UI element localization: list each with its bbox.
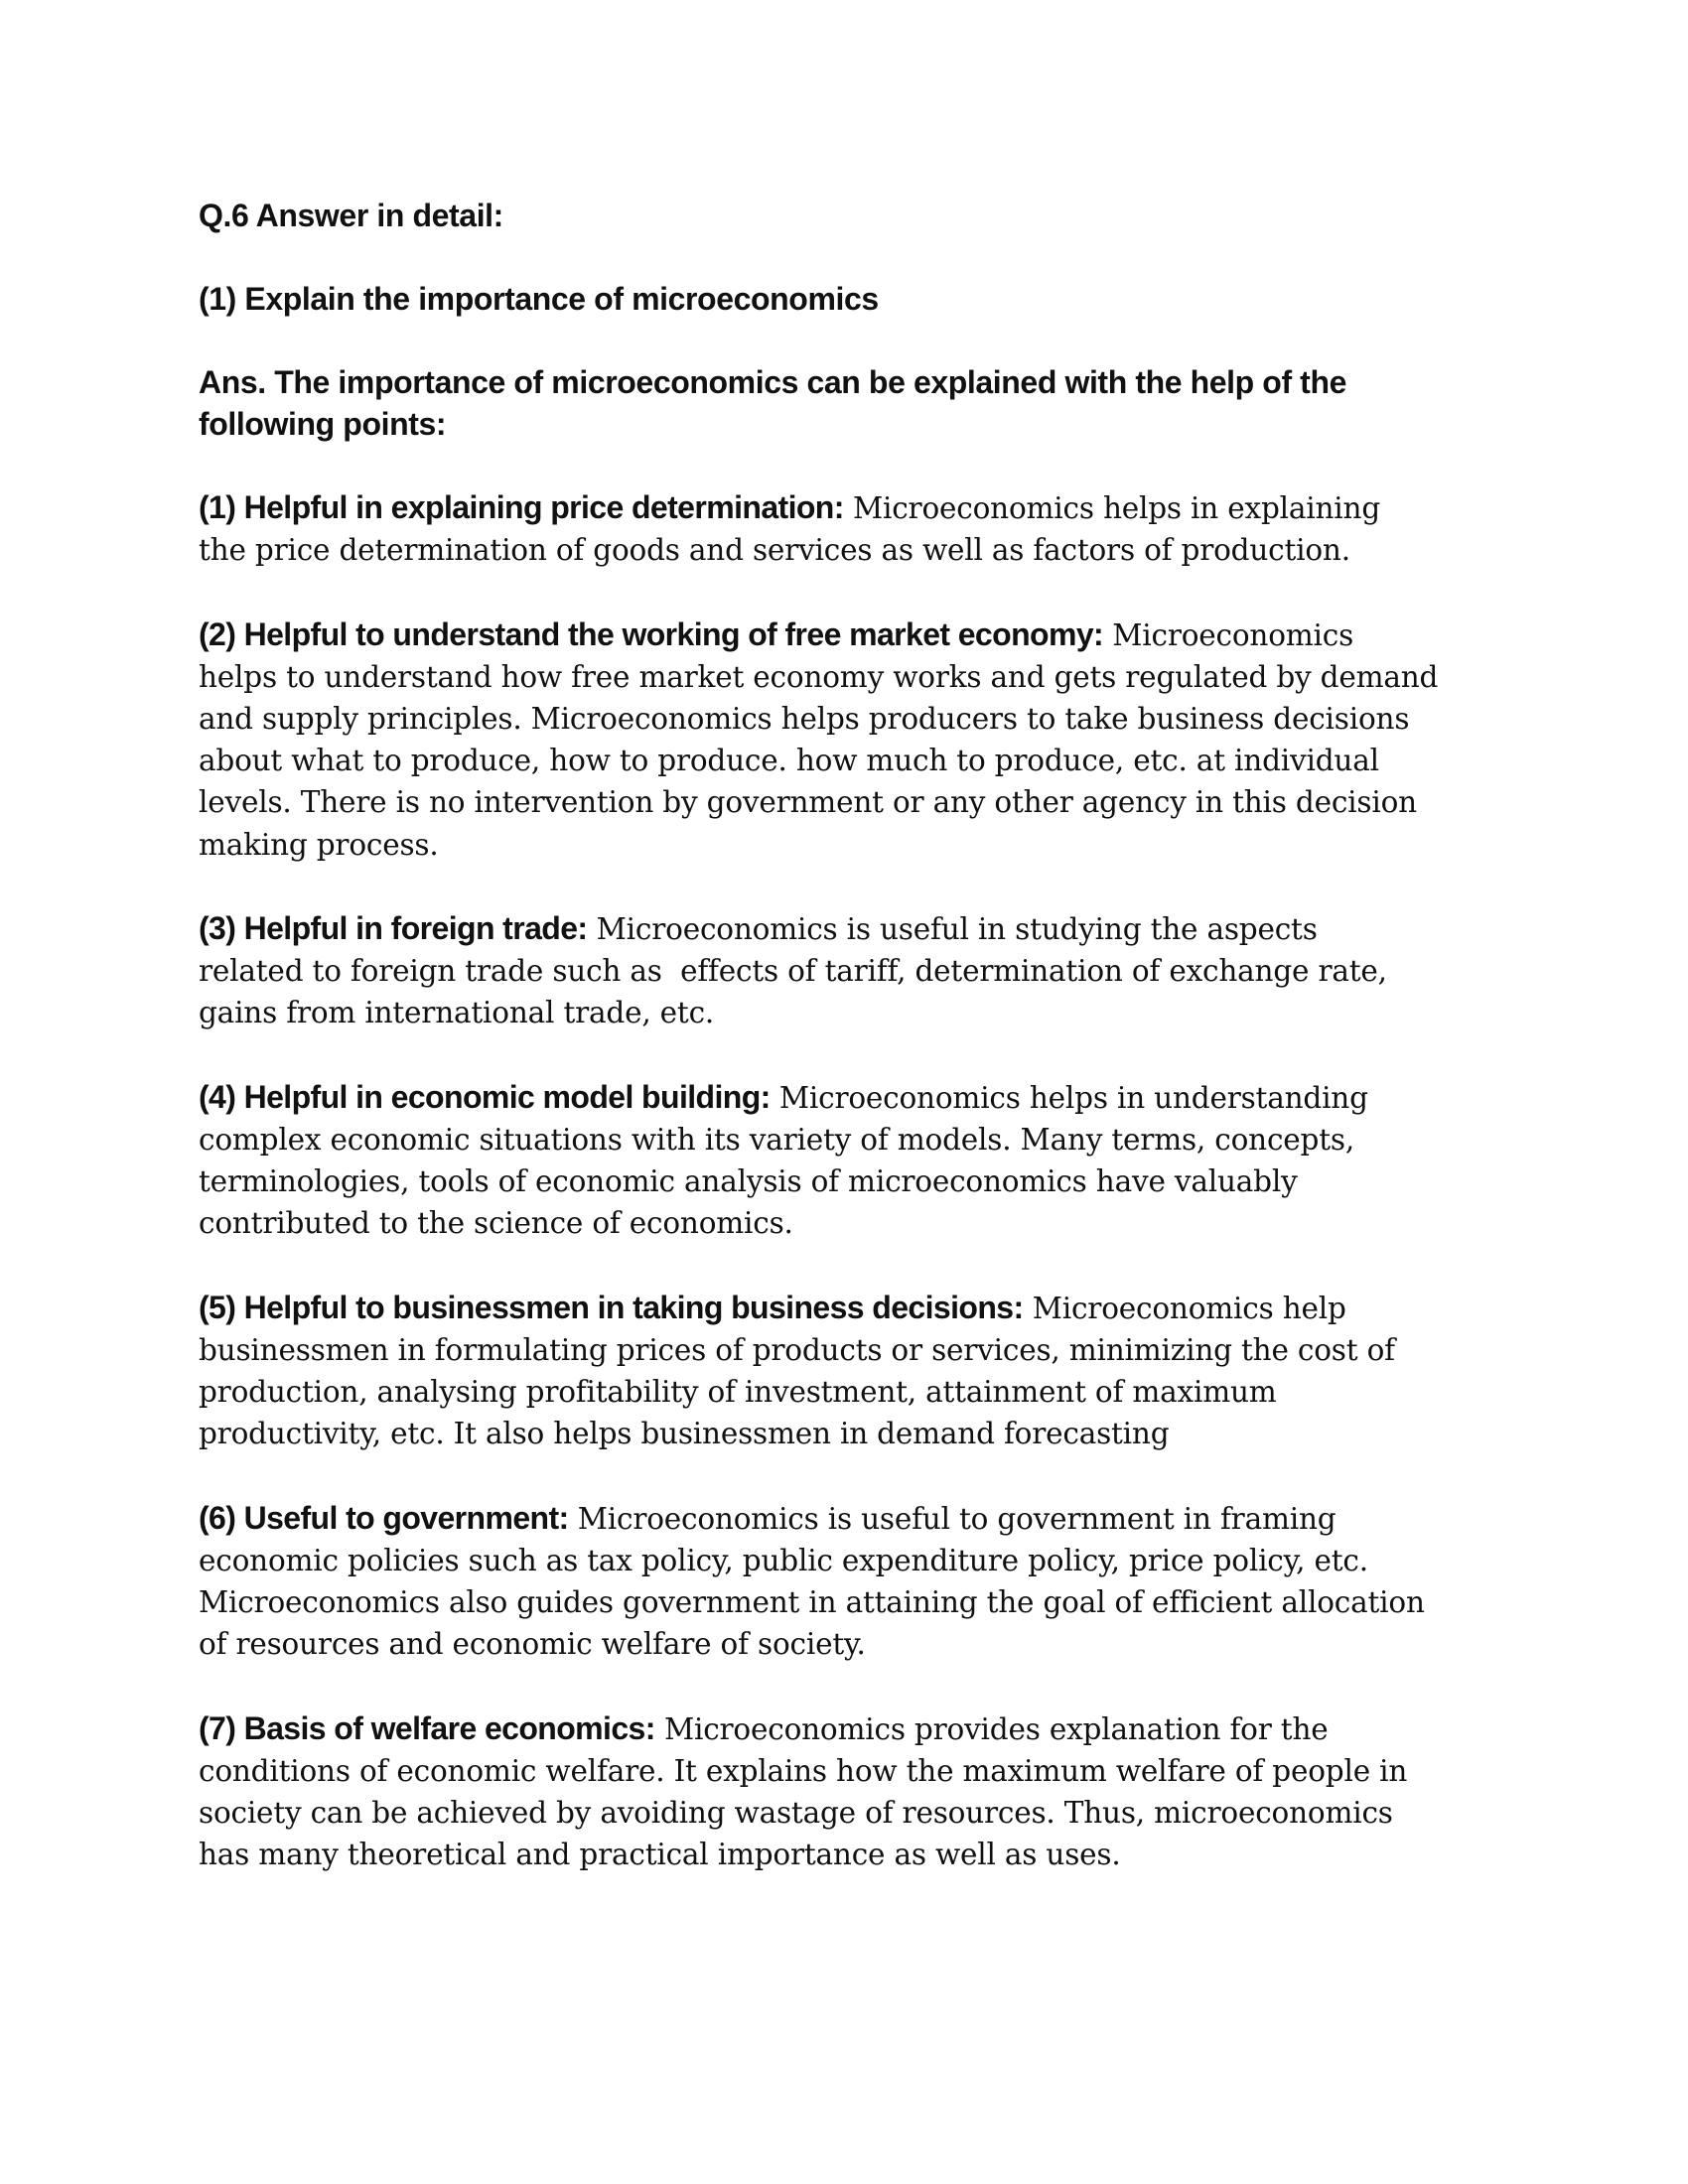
point-1 [199,486,1499,571]
point-line [199,781,1499,823]
point-line [199,1497,1499,1540]
point-text: Microeconomics [1103,617,1354,652]
point-line [199,992,1499,1033]
point-7 [199,1707,1499,1876]
answer-intro-line-1: Ans. The importance of microeconomics can be explained with the help of the [199,364,1346,400]
point-label: (6) Useful to government: [199,1499,569,1536]
point-text: complex economic situations with its variety of models. Many terms, concepts, [199,1123,1354,1157]
point-line [199,1287,1499,1329]
point-2 [199,614,1499,866]
point-label: (1) Helpful in explaining price determination: [199,489,844,525]
point-text: Microeconomics is useful in studying the aspects [587,912,1318,946]
point-label: (5) Helpful to businessmen in taking business decisions: [199,1289,1024,1325]
point-line [199,1202,1499,1244]
point-line [199,1540,1499,1581]
point-line [199,1119,1499,1160]
point-text: about what to produce, how to produce. how much to produce, etc. at individual [199,744,1379,778]
point-3 [199,907,1499,1034]
point-line [199,698,1499,740]
point-text: making process. [199,827,439,862]
document-page [199,195,1499,1918]
points-list [199,486,1499,1876]
answer-intro [199,361,1499,445]
point-line [199,1076,1499,1119]
point-text: Microeconomics provides explanation for the [654,1711,1329,1746]
point-text: society can be achieved by avoiding wastage of resources. Thus, microeconomics [199,1796,1393,1831]
point-4 [199,1076,1499,1245]
point-text: of resources and economic welfare of society. [199,1627,866,1662]
point-text: related to foreign trade such as effects of tariff, determination of exchange rate, [199,954,1387,989]
point-text: businessmen in formulating prices of products or services, minimizing the cost of [199,1333,1395,1367]
point-text: and supply principles. Microeconomics helps producers to take business decisions [199,702,1410,736]
point-text: Microeconomics helps in understanding [770,1080,1368,1115]
point-label: (4) Helpful in economic model building: [199,1078,771,1115]
point-line [199,907,1499,950]
point-line [199,950,1499,992]
point-line [199,1623,1499,1665]
point-line [199,824,1499,866]
point-text: Microeconomics is useful to government in framing [568,1501,1336,1536]
point-line [199,1750,1499,1792]
point-text: gains from international trade, etc. [199,996,715,1030]
point-text: Microeconomics also guides government in attaining the goal of efficient allocation [199,1585,1425,1620]
point-line [199,1792,1499,1834]
sub-question-title: (1) Explain the importance of microeconomics [199,281,879,317]
point-text: Microeconomics helps in explaining [843,491,1381,525]
point-5 [199,1287,1499,1455]
answer-intro-line-2: following points: [199,406,447,442]
point-line [199,1160,1499,1202]
point-line [199,656,1499,698]
point-text: the price determination of goods and services as well as factors of production. [199,533,1350,568]
point-line [199,1371,1499,1413]
point-line [199,1707,1499,1750]
point-text: productivity, etc. It also helps businessmen in demand forecasting [199,1417,1170,1451]
point-text: economic policies such as tax policy, public expenditure policy, price policy, etc. [199,1544,1368,1577]
point-text: levels. There is no intervention by government or any other agency in this decision [199,785,1417,820]
point-6 [199,1497,1499,1666]
point-label: (2) Helpful to understand the working of free market economy: [199,615,1104,652]
point-line [199,529,1499,571]
point-text: contributed to the science of economics. [199,1206,793,1241]
point-line [199,1329,1499,1371]
point-line [199,740,1499,781]
point-line [199,1413,1499,1454]
point-text: Microeconomics help [1023,1291,1346,1325]
point-text: terminologies, tools of economic analysis of microeconomics have valuably [199,1164,1298,1199]
point-line [199,1581,1499,1623]
point-text: production, analysing profitability of investment, attainment of maximum [199,1375,1277,1410]
point-label: (3) Helpful in foreign trade: [199,910,588,946]
point-line [199,614,1499,656]
point-text: has many theoretical and practical importance as well as uses. [199,1838,1121,1872]
point-text: conditions of economic welfare. It explains how the maximum welfare of people in [199,1754,1408,1788]
point-text: helps to understand how free market economy works and gets regulated by demand [199,659,1439,694]
point-line [199,486,1499,529]
point-line [199,1834,1499,1875]
point-label: (7) Basis of welfare economics: [199,1709,655,1746]
question-title: Q.6 Answer in detail: [199,198,503,233]
